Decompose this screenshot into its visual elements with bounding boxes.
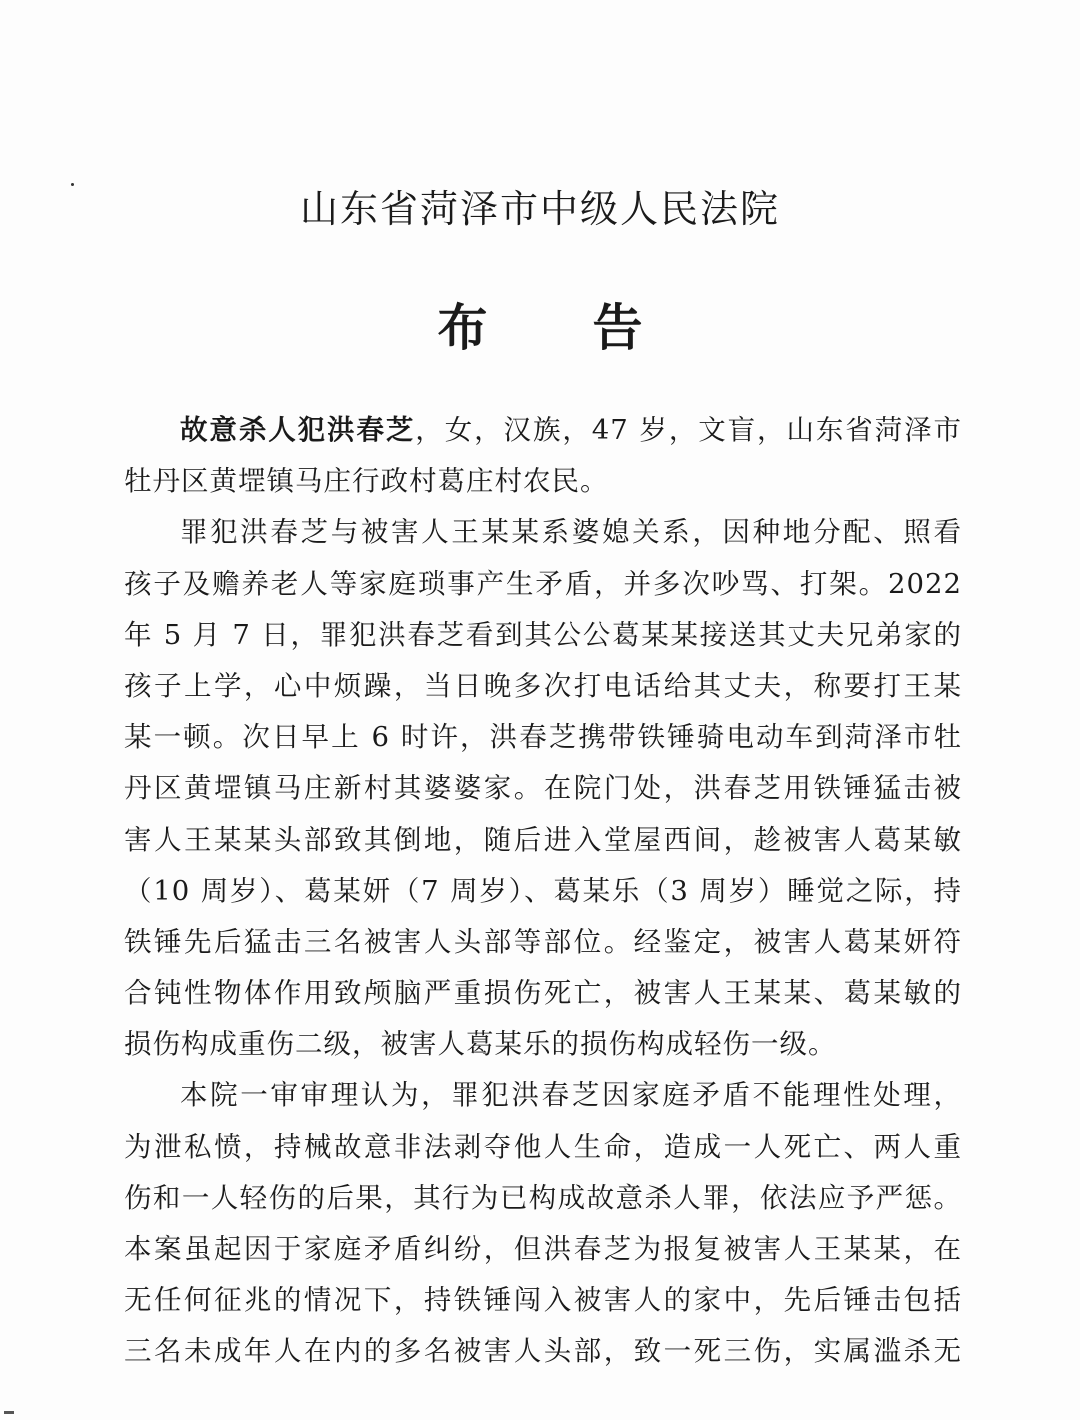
notice-title: 布告 <box>437 298 748 357</box>
notice-body <box>124 405 962 1378</box>
paragraph-2-line-10: 合钝性物体作用致颅脑严重损伤死亡，被害人王某某、葛某敏的 <box>124 977 962 1010</box>
paragraph-3-line-6: 三名未成年人在内的多名被害人头部，致一死三伤，实属滥杀无 <box>124 1335 962 1368</box>
paragraph-3-line-2: 为泄私愤，持械故意非法剥夺他人生命，造成一人死亡、两人重 <box>124 1130 962 1163</box>
court-name: 山东省菏泽市中级人民法院 <box>299 187 780 231</box>
paragraph-2-line-1: 罪犯洪春芝与被害人王某某系婆媳关系，因种地分配、照看 <box>180 516 962 549</box>
paragraph-3-line-1: 本院一审审理认为，罪犯洪春芝因家庭矛盾不能理性处理， <box>180 1079 962 1112</box>
defendant-heading: 故意杀人犯洪春芝 <box>180 414 416 446</box>
paragraph-1-line-2: 牡丹区黄堽镇马庄行政村葛庄村农民。 <box>124 465 609 498</box>
paragraph-2-line-7: 害人王某某头部致其倒地，随后进入堂屋西间，趁被害人葛某敏 <box>124 823 962 856</box>
paragraph-2-line-9: 铁锤先后猛击三名被害人头部等部位。经鉴定，被害人葛某妍符 <box>124 925 962 958</box>
paragraph-2-line-3: 年 5 月 7 日，罪犯洪春芝看到其公公葛某某接送其丈夫兄弟家的 <box>124 618 962 651</box>
paragraph-2-line-6: 丹区黄堽镇马庄新村其婆婆家。在院门处，洪春芝用铁锤猛击被 <box>124 772 962 805</box>
defendant-details: ，女，汉族，47 岁，文盲，山东省菏泽市 <box>415 414 963 446</box>
paragraph-3-line-3: 伤和一人轻伤的后果，其行为已构成故意杀人罪，依法应予严惩。 <box>124 1181 962 1214</box>
paragraph-2-line-11: 损伤构成重伤二级，被害人葛某乐的损伤构成轻伤一级。 <box>124 1028 837 1061</box>
scan-mark <box>4 1411 14 1414</box>
paragraph-2-line-2: 孩子及赡养老人等家庭琐事产生矛盾，并多次吵骂、打架。2022 <box>124 567 962 600</box>
paragraph-3-line-4: 本案虽起因于家庭矛盾纠纷，但洪春芝为报复被害人王某某，在 <box>124 1233 962 1265</box>
paragraph-1-line-1 <box>124 405 962 456</box>
paragraph-3-line-5: 无任何征兆的情况下，持铁锤闯入被害人的家中，先后锤击包括 <box>124 1284 962 1317</box>
paragraph-2-line-8: （10 周岁）、葛某妍（7 周岁）、葛某乐（3 周岁）睡觉之际，持 <box>124 874 962 907</box>
paragraph-2-line-4: 孩子上学，心中烦躁，当日晚多次打电话给其丈夫，称要打王某 <box>124 669 962 702</box>
paragraph-2-line-5: 某一顿。次日早上 6 时许，洪春芝携带铁锤骑电动车到菏泽市牡 <box>124 721 962 754</box>
